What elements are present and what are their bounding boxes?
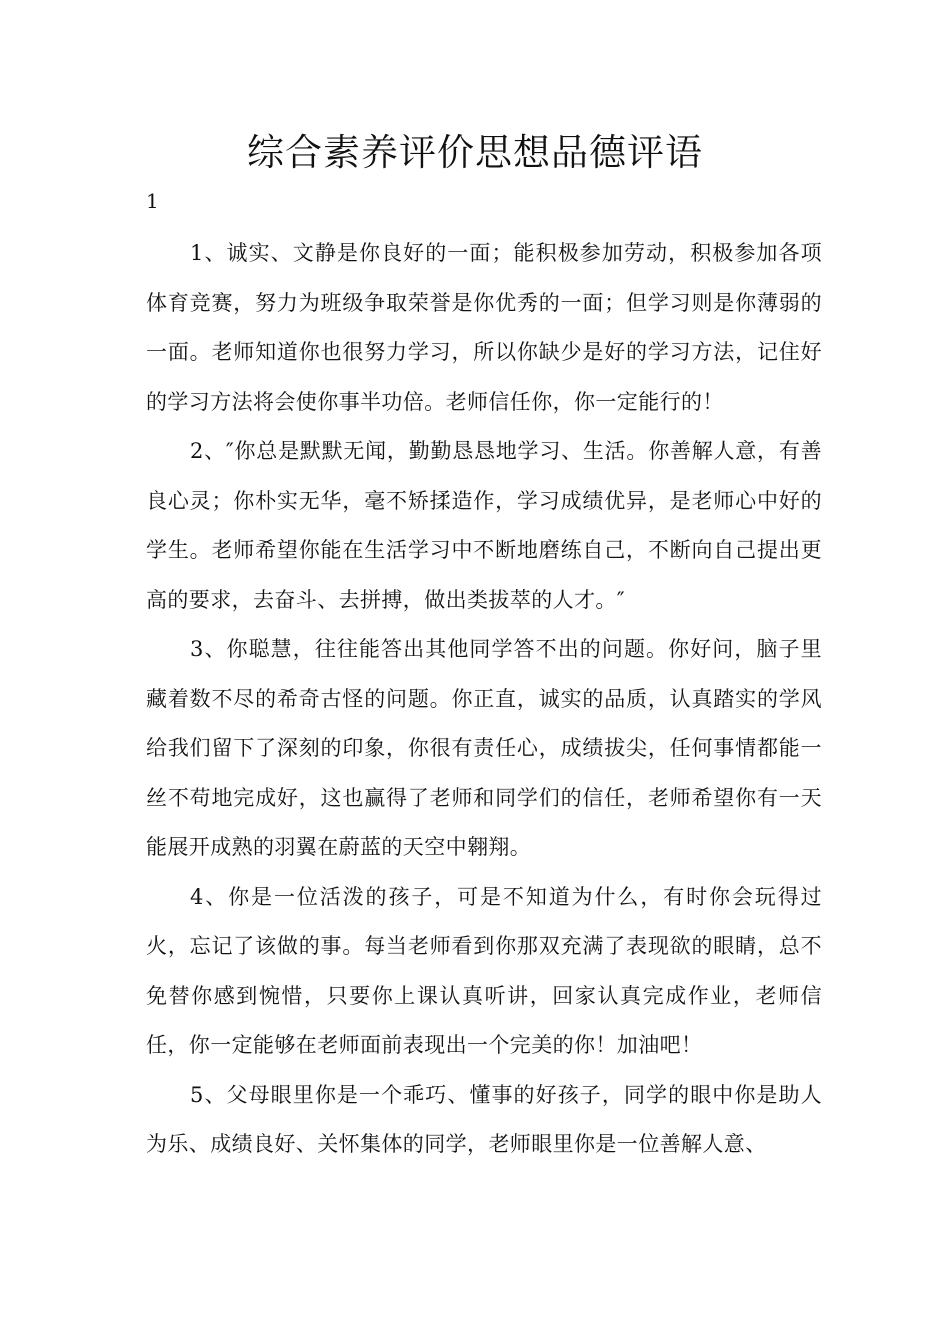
document-title: 综合素养评价思想品德评语 <box>247 131 703 174</box>
document-body <box>146 229 822 1170</box>
paragraph-5: 5、父母眼里你是一个乖巧、懂事的好孩子，同学的眼中你是助人为乐、成绩良好、关怀集体的同学，老师眼里你是一位善解人意、 <box>146 1082 822 1156</box>
page-number: 1 <box>146 189 159 213</box>
paragraph-2: 2、″你总是默默无闻，勤勤恳恳地学习、生活。你善解人意，有善良心灵；你朴实无华，毫不矫揉造作，学习成绩优异，是老师心中好的学生。老师希望你能在生活学习中不断地磨练自己，不断向自己提出更高的要求，去奋斗、去拼搏，做出类拔萃的人才。″ <box>146 439 822 612</box>
paragraph-4: 4、你是一位活泼的孩子，可是不知道为什么，有时你会玩得过火，忘记了该做的事。每当老师看到你那双充满了表现欲的眼睛，总不免替你感到惋惜，只要你上课认真听讲，回家认真完成作业，老师信任，你一定能够在老师面前表现出一个完美的你！加油吧！ <box>146 884 822 1057</box>
paragraph-3: 3、你聪慧，往往能答出其他同学答不出的问题。你好问，脑子里藏着数不尽的希奇古怪的问题。你正直，诚实的品质，认真踏实的学风给我们留下了深刻的印象，你很有责任心，成绩拔尖，任何事情都能一丝不苟地完成好，这也赢得了老师和同学们的信任，老师希望你有一天能展开成熟的羽翼在蔚蓝的天空中翱翔。 <box>146 637 822 859</box>
paragraph-1: 1、诚实、文静是你良好的一面；能积极参加劳动，积极参加各项体育竞赛，努力为班级争取荣誉是你优秀的一面；但学习则是你薄弱的一面。老师知道你也很努力学习，所以你缺少是好的学习方法，记住好的学习方法将会使你事半功倍。老师信任你，你一定能行的！ <box>146 241 822 414</box>
